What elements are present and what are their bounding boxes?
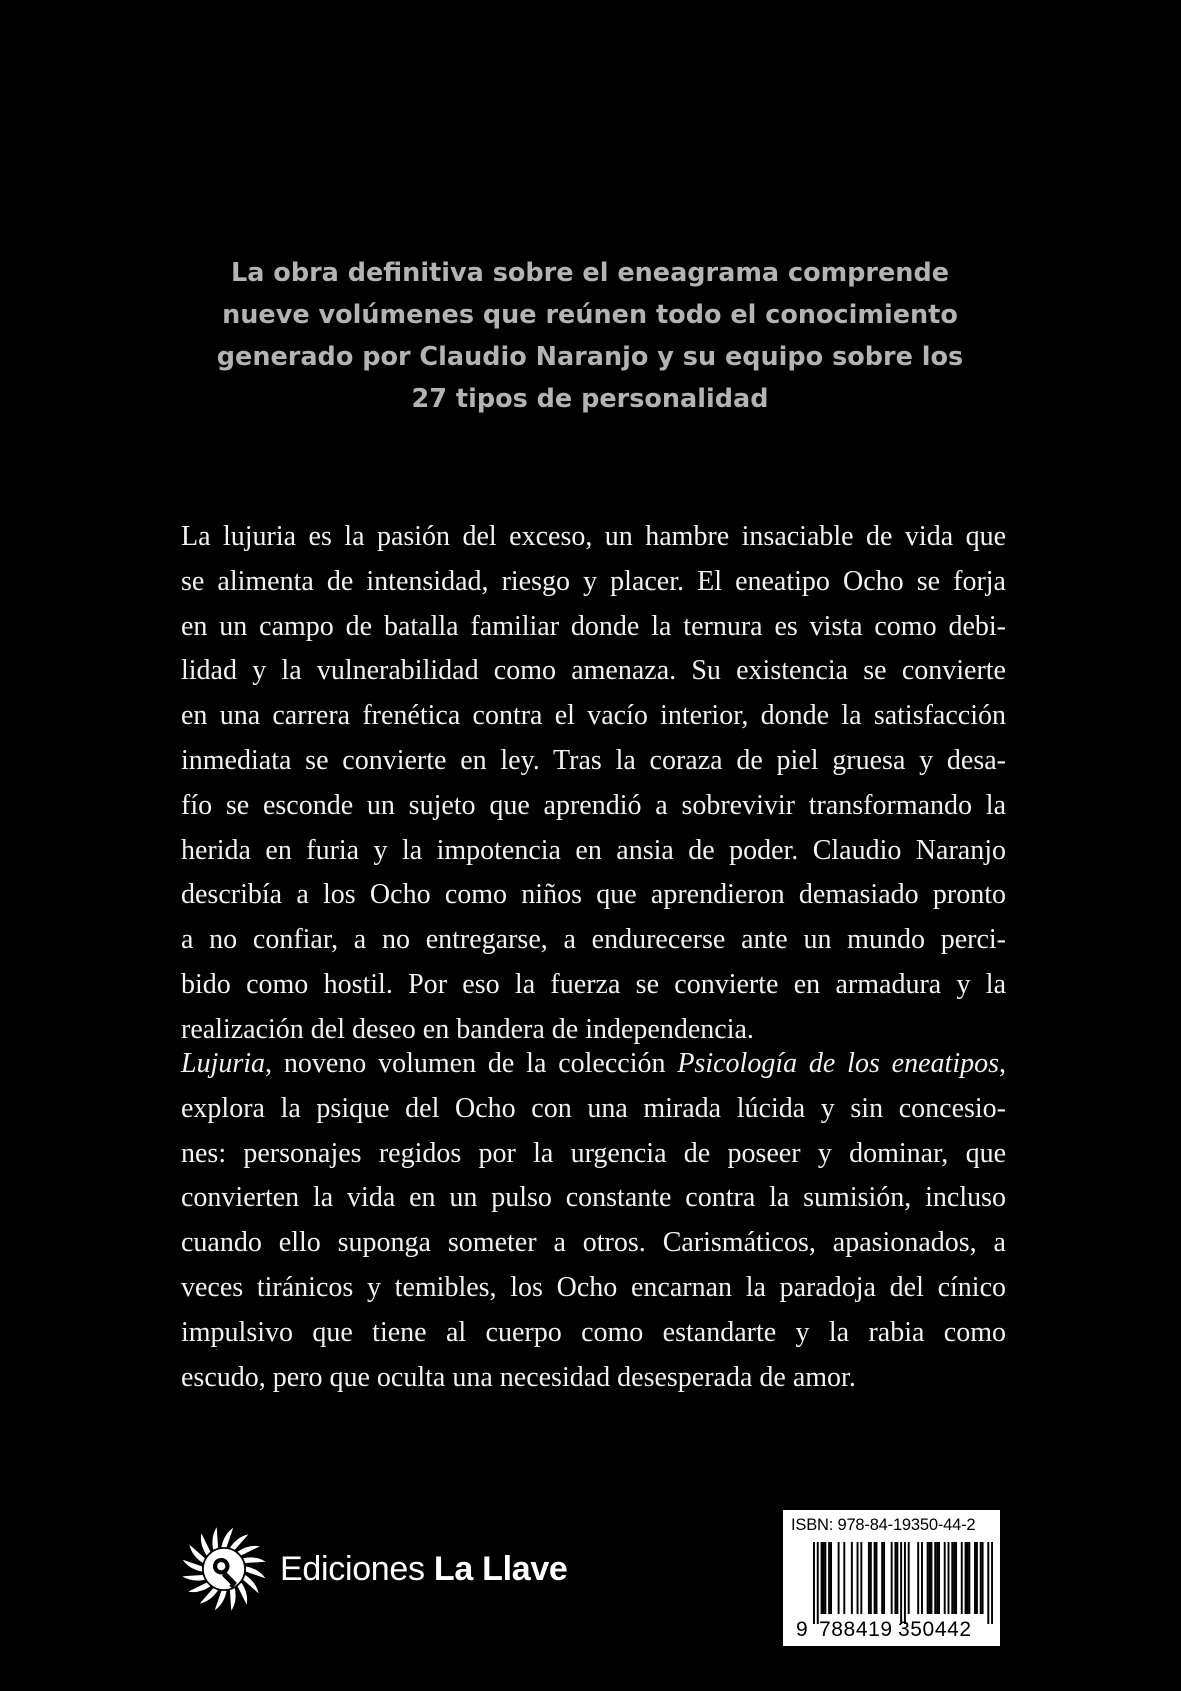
barcode-bar: [908, 1542, 910, 1614]
barcode-bar: [951, 1542, 953, 1614]
logo-ray: [230, 1588, 236, 1610]
barcode-bar: [921, 1542, 923, 1614]
text-line: fío se esconde un sujeto que aprendió a sobrevivir transformando la: [181, 789, 1006, 821]
text-line: impulsivo que tiene al cuerpo como estandarte y la rabia como: [181, 1316, 1006, 1348]
barcode-bar: [891, 1542, 893, 1614]
text-line: lidad y la vulnerabilidad como amenaza. Su existencia se convierte: [181, 655, 1006, 687]
barcode-bar: [929, 1542, 931, 1614]
barcode-bar: [822, 1542, 824, 1614]
isbn-label: ISBN: 978-84-19350-44-2: [791, 1516, 976, 1534]
synopsis-paragraph-2: [181, 1042, 1006, 1400]
barcode-bar: [944, 1542, 946, 1614]
tagline-line: 27 tipos de personalidad: [411, 384, 769, 414]
text-line: explora la psique del Ocho con una mirada lúcida y sin concesio-: [181, 1092, 1006, 1124]
barcode-bar: [974, 1542, 976, 1614]
publisher-logo: [178, 1523, 568, 1615]
logo-ray: [246, 1566, 265, 1578]
barcode-bar: [817, 1542, 819, 1624]
text-line: veces tiránicos y temibles, los Ocho encarnan la paradoja del cínico: [181, 1271, 1006, 1303]
logo-ray: [243, 1575, 258, 1593]
barcode-bar: [961, 1542, 963, 1614]
barcode-bar: [953, 1542, 955, 1614]
barcode-bar: [917, 1542, 919, 1614]
text-line: escudo, pero que oculta una necesidad desesperada de amor.: [181, 1361, 856, 1393]
barcode-bar: [968, 1542, 970, 1614]
ean-left-digits: 788419: [819, 1618, 893, 1641]
logo-ray: [238, 1546, 260, 1555]
barcode-bar: [821, 1542, 823, 1614]
logo-ray: [212, 1527, 218, 1549]
ean-right-digits: 350442: [898, 1618, 972, 1641]
barcode-bar: [976, 1542, 978, 1614]
barcode-bar: [830, 1542, 832, 1614]
text-line: cuando ello suponga someter a otros. Carismáticos, apasionados, a: [181, 1227, 1006, 1259]
text-line: en una carrera frenética contra el vacío interior, donde la satisfacción: [181, 700, 1006, 732]
barcode-bar: [876, 1542, 878, 1614]
logo-ray: [182, 1575, 204, 1581]
barcode-bar: [851, 1542, 853, 1614]
barcode-bar: [948, 1542, 950, 1614]
barcode-bar: [987, 1542, 989, 1624]
tagline-line: La obra definitiva sobre el eneagrama comprende: [230, 258, 950, 288]
tagline-line: nueve volúmenes que reúnen todo el conocimiento: [222, 300, 958, 330]
barcode-bar: [894, 1542, 896, 1614]
barcode-bars: [813, 1542, 993, 1626]
series-title: Psicología de los eneatipos: [677, 1048, 999, 1079]
publisher-name-regular: Ediciones: [280, 1549, 434, 1588]
text-line: realización del deseo en bandera de independencia.: [181, 1013, 754, 1045]
sun-key-logo-icon: [178, 1523, 270, 1615]
text-line: describía a los Ocho como niños que aprendieron demasiado pronto: [181, 879, 1006, 911]
barcode-bar: [982, 1542, 984, 1614]
text-line: La lujuria es la pasión del exceso, un hambre insaciable de vida que: [181, 521, 1006, 552]
barcode-bar: [934, 1542, 936, 1614]
text-line-first: [181, 1042, 1006, 1087]
text-line: nes: personajes regidos por la urgencia de poseer y dominar, que: [181, 1137, 1006, 1169]
barcode-bar: [991, 1542, 993, 1624]
barcode-bar: [881, 1542, 883, 1614]
logo-ray: [201, 1533, 210, 1555]
text-line: en un campo de batalla familiar donde la ternura es vista como debi-: [181, 610, 1006, 642]
barcode-bar: [927, 1542, 929, 1614]
barcode-bar: [824, 1542, 826, 1614]
barcode-bar: [980, 1542, 982, 1614]
barcode-bar: [966, 1542, 968, 1614]
logo-ray: [238, 1583, 247, 1605]
text-line: a no confiar, a no entregarse, a endurecerse ante un mundo perci-: [181, 924, 1006, 956]
logo-ray: [189, 1545, 204, 1563]
barcode-bar: [930, 1542, 932, 1614]
logo-ray: [230, 1534, 248, 1549]
text-line: inmediata se convierte en ley. Tras la coraza de piel gruesa y desa-: [181, 744, 1006, 776]
publisher-name-bold: La Llave: [433, 1549, 568, 1588]
barcode-bar: [900, 1542, 902, 1624]
logo-ray: [200, 1588, 218, 1603]
logo-ray: [183, 1560, 202, 1572]
logo-ray: [243, 1557, 265, 1563]
text-line: bido como hostil. Por eso la fuerza se convierte en armadura y la: [181, 968, 1006, 1000]
book-title: Lujuria: [181, 1048, 266, 1079]
barcode-bar: [860, 1542, 862, 1614]
barcode-bar: [870, 1542, 872, 1614]
publisher-name: [280, 1550, 568, 1589]
tagline-line: generado por Claudio Naranjo y su equipo sobre los: [216, 342, 964, 372]
logo-ray: [221, 1528, 233, 1547]
barcode-bar: [896, 1542, 898, 1614]
barcode-bar: [838, 1542, 840, 1614]
text-line: se alimenta de intensidad, riesgo y placer. El eneatipo Ocho se forja: [181, 565, 1006, 597]
logo-ray: [188, 1583, 210, 1592]
synopsis-paragraph-1: [181, 515, 1006, 1053]
barcode-bar: [938, 1542, 940, 1614]
barcode-bar: [813, 1542, 815, 1624]
barcode-bar: [843, 1542, 845, 1614]
barcode-bar: [965, 1542, 967, 1614]
barcode-bar: [828, 1542, 830, 1614]
tagline: [150, 252, 1030, 420]
logo-ray: [215, 1591, 227, 1610]
text-line: convierten la vida en un pulso constante contra la sumisión, incluso: [181, 1182, 1006, 1214]
ean-first-digit: 9: [796, 1618, 809, 1641]
barcode-bar: [883, 1542, 885, 1614]
barcode-bar: [874, 1542, 876, 1614]
text-fragment: ,: [999, 1048, 1006, 1079]
barcode-bar: [904, 1542, 906, 1624]
barcode-bar: [857, 1542, 859, 1614]
barcode-bar: [955, 1542, 957, 1614]
barcode-bar: [868, 1542, 870, 1614]
isbn-barcode: [783, 1510, 1000, 1646]
text-line: herida en furia y la impotencia en ansia de poder. Claudio Naranjo: [181, 834, 1006, 866]
barcode-bar: [936, 1542, 938, 1614]
text-fragment: , noveno volumen de la colección: [265, 1048, 678, 1079]
